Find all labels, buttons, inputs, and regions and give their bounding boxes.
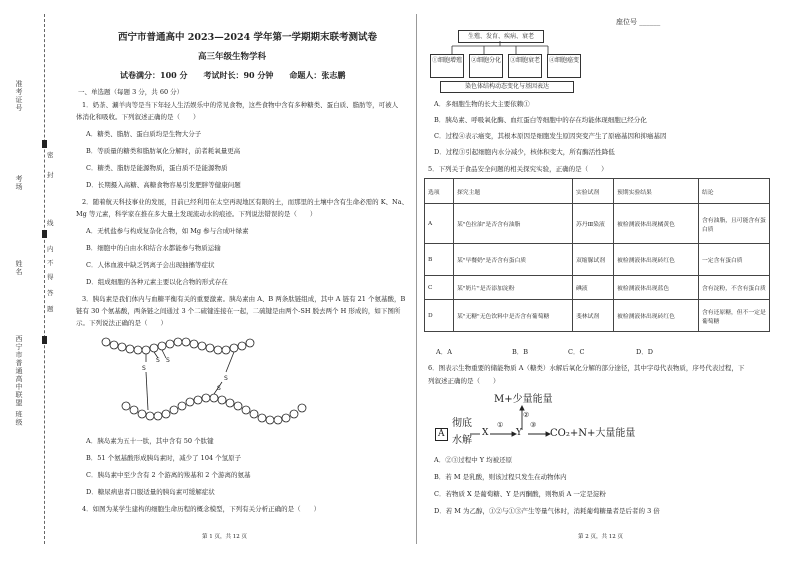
eq-hydrolysis-2: 水解 [452, 435, 472, 446]
eq-x: X [482, 428, 489, 438]
table-header-row [425, 179, 770, 204]
q4-option-c: C．过程④表示癌变，其根本原因是细胞发生原因突变产生了原癌基因和抑癌基因 [434, 132, 667, 140]
q5-stem: 5．下列关于食品安全问题的相关探究实验，正确的是（ ） [428, 165, 608, 173]
table-cell: 被检测液体出现砖红色 [614, 300, 699, 332]
page-divider [416, 14, 417, 544]
q4-stem: 4．如图为某学生建构的细胞生命历程的概念模型，下列有关分析正确的是（ ） [82, 505, 321, 513]
eq-hydrolysis-1: 彻底 [452, 418, 472, 429]
eq-y: Y [516, 428, 522, 438]
seal-char: 封 [47, 171, 54, 179]
seal-char: 得 [47, 273, 54, 281]
table-header-cell: 探究主题 [454, 179, 573, 204]
table-cell: B [425, 244, 454, 276]
exam-subtitle: 高三年级生物学科 [198, 52, 267, 62]
table-cell: 被检测液体出现砖红色 [614, 244, 699, 276]
margin-mark [42, 140, 47, 148]
page2-footer: 第 2 页，共 12 页 [578, 534, 623, 540]
diagram-box-differentiation: ②细胞分化 [469, 54, 503, 78]
table-row [425, 276, 770, 300]
svg-text:S: S [217, 385, 221, 392]
table-row [425, 204, 770, 244]
table-cell: 斐林试剂 [573, 300, 614, 332]
q1-line-2: 体消化和吸收。下列叙述正确的是（ ） [76, 113, 200, 121]
table-cell: 双缩脲试剂 [573, 244, 614, 276]
svg-text:S: S [156, 357, 160, 364]
margin-mark [42, 336, 47, 344]
table-cell: 某"色拉油"是否含有油脂 [454, 204, 573, 244]
q4-option-d: D．过程③引起细胞内水分减少，核体积变大，所有酶活性降低 [434, 148, 615, 156]
q6-option-c: C．若物质 X 是葡萄糖、Y 是丙酮酸，则物质 A 一定是淀粉 [434, 490, 606, 498]
q5-table [424, 178, 770, 332]
q1-line-1: 1．奶茶、涮羊肉等是当下年轻人生活娱乐中的常见食物，这些食物中含有多种糖类、蛋白质、脂肪等，可被人 [82, 101, 399, 109]
school-label: 西宁市普通高中联盟 班级 [15, 335, 23, 427]
q3-line-1: 3．胰岛素是我们体内与血糖平衡有关的重要激素。胰岛素由 A、B 两条肽链组成，其中 A 链有 21 个氨基酸，B [82, 295, 406, 303]
table-row [425, 244, 770, 276]
diagram-box-senescence: ③细胞衰老 [508, 54, 542, 78]
q1-option-a: A．糖类、脂肪、蛋白质均是生物大分子 [86, 130, 202, 138]
q2-option-d: D．组成细胞的各种元素主要以化合物的形式存在 [86, 278, 228, 286]
table-cell: 碘液 [573, 276, 614, 300]
seat-label: 座位号 ______ [616, 18, 661, 26]
table-cell: C [425, 276, 454, 300]
page1-footer: 第 1 页，共 12 页 [202, 534, 247, 540]
seal-char: 内 [47, 245, 54, 253]
q4-option-b: B．胰岛素、呼吸氧化酶、血红蛋白等细胞中的存在均能体现细胞已经分化 [434, 116, 647, 124]
q3-line-3: 示。下列说法正确的是（ ） [76, 319, 167, 327]
section-heading: 一、单选题（每题 3 分，共 60 分） [78, 88, 184, 96]
seal-char: 答 [47, 289, 54, 297]
seal-char: 密 [47, 151, 54, 159]
table-cell: 某"早餐奶"是否含有蛋白质 [454, 244, 573, 276]
table-cell: 一定含有蛋白质 [699, 244, 770, 276]
q3-option-b: B．51 个氨基酸形成胰岛素时，减少了 104 个氢原子 [86, 454, 242, 462]
exam-title: 西宁市普通高中 2023—2024 学年第一学期期末联考测试卷 [118, 32, 377, 43]
table-header-cell: 选项 [425, 179, 454, 204]
table-cell: D [425, 300, 454, 332]
q5-option-c: C．C [568, 348, 585, 356]
q2-option-c: C．人体血液中缺乏钙离子会出现抽搐等症状 [86, 261, 215, 269]
q1-option-b: B．等质量的糖类和脂肪氧化分解时，前者耗氧量更高 [86, 147, 241, 155]
table-cell: 被检测液体出现橘黄色 [614, 204, 699, 244]
exam-info: 试卷满分：100 分 考试时长：90 分钟 命题人：张志鹏 [120, 70, 346, 80]
q3-option-d: D．糖尿病患者口服适量的胰岛素可缓解症状 [86, 488, 215, 496]
diagram-top-box: 生殖、发育、疾病、衰老 [458, 30, 544, 43]
table-header-cell: 结论 [699, 179, 770, 204]
table-cell: A [425, 204, 454, 244]
q6-option-d: D．若 M 为乙醇，①②与①③产生等量气体时，消耗葡萄糖量者是后者的 3 倍 [434, 507, 660, 515]
q2-line-1: 2．随着航天科技事业的发展，目前已经利用在太空再现地区有限的土，而那里的土壤中含有生命必需的 K、Na、 [82, 198, 409, 206]
q6-line-1: 6．图表示生物重要的储能物质 A（糖类）水解后氧化分解的部分途径，其中字母代表物质，序号代表过程，下 [428, 364, 745, 372]
q5-option-b: B．B [512, 348, 529, 356]
binding-line [44, 14, 46, 544]
q3-option-c: C．胰岛素中至少含有 2 个游离的羧基和 2 个游离的氨基 [86, 471, 251, 479]
seal-char: 不 [47, 259, 54, 267]
table-cell: 某"奶片"是否添加淀粉 [454, 276, 573, 300]
q4-option-a: A．多细胞生物的长大主要依赖① [434, 100, 530, 108]
table-header-cell: 实验试剂 [573, 179, 614, 204]
svg-text:S: S [166, 357, 170, 364]
q1-option-c: C．糖类、脂肪是能源物质，蛋白质不是能源物质 [86, 164, 228, 172]
q2-option-b: B．细胞中的自由水和结合水都能参与物质运输 [86, 244, 221, 252]
q3-option-a: A．胰岛素为五十一肽，其中含有 50 个肽键 [86, 437, 214, 445]
diagram-bottom-box: 染色体结构动态变化与基因表达 [440, 81, 574, 93]
eq-step-1: ① [497, 421, 504, 429]
table-cell: 被检测液体出现蓝色 [614, 276, 699, 300]
diagram-box-cancer: ④细胞癌变 [547, 54, 581, 78]
eq-arrows [470, 403, 560, 439]
table-cell: 含有淀粉，不含有蛋白质 [699, 276, 770, 300]
q1-option-d: D．长期摄入高糖、高糖食物容易引发肥胖等健康问题 [86, 181, 241, 189]
q2-line-2: Mg 等元素，科学家在推在多大量土发现流动水的痕迹。下列说法错误的是（ ） [76, 210, 317, 218]
q6-line-2: 列叙述正确的是（ ） [428, 377, 500, 385]
seal-char: 题 [47, 305, 54, 313]
name-label: 姓名 [15, 260, 23, 276]
q5-option-a: A．A [436, 348, 452, 356]
eq-right-product: CO₂+N+大量能量 [550, 428, 636, 439]
svg-text:S: S [224, 375, 228, 382]
q3-line-2: 链有 30 个氨基酸，两条链之间通过 3 个二硫键连接在一起，二硫键是由两个-SH 脱去两个 H 形成的，如下图所 [76, 307, 401, 315]
insulin-chain-figure [96, 328, 312, 440]
exam-no-label: 考场 [15, 175, 23, 191]
eq-substance-a: A [435, 428, 448, 441]
margin-mark [42, 230, 47, 238]
q5-option-d: D．D [636, 348, 653, 356]
diagram-box-proliferation: ①细胞增殖 [430, 54, 464, 78]
table-cell: 苏丹Ⅲ染液 [573, 204, 614, 244]
q6-option-b: B．若 M 是乳酸，则该过程只发生在动物体内 [434, 473, 567, 481]
eq-top-product: M+少量能量 [494, 394, 553, 405]
table-cell: 含有还原糖，但不一定是葡萄糖 [699, 300, 770, 332]
table-cell: 某"无糖"无色饮料中是否含有葡萄糖 [454, 300, 573, 332]
q6-option-a: A．②③过程中 Y 均被还原 [434, 456, 513, 464]
q2-option-a: A．无机盐参与构成复杂化合物，如 Mg 参与合成叶绿素 [86, 227, 249, 235]
room-label: 准考证号 [15, 80, 23, 112]
seal-char: 线 [47, 219, 54, 227]
eq-step-2: ② [523, 411, 530, 419]
table-header-cell: 预期实验结果 [614, 179, 699, 204]
svg-text:S: S [142, 365, 146, 372]
table-row [425, 300, 770, 332]
table-cell: 含有油脂，且可能含有蛋白质 [699, 204, 770, 244]
eq-step-3: ③ [530, 421, 537, 429]
